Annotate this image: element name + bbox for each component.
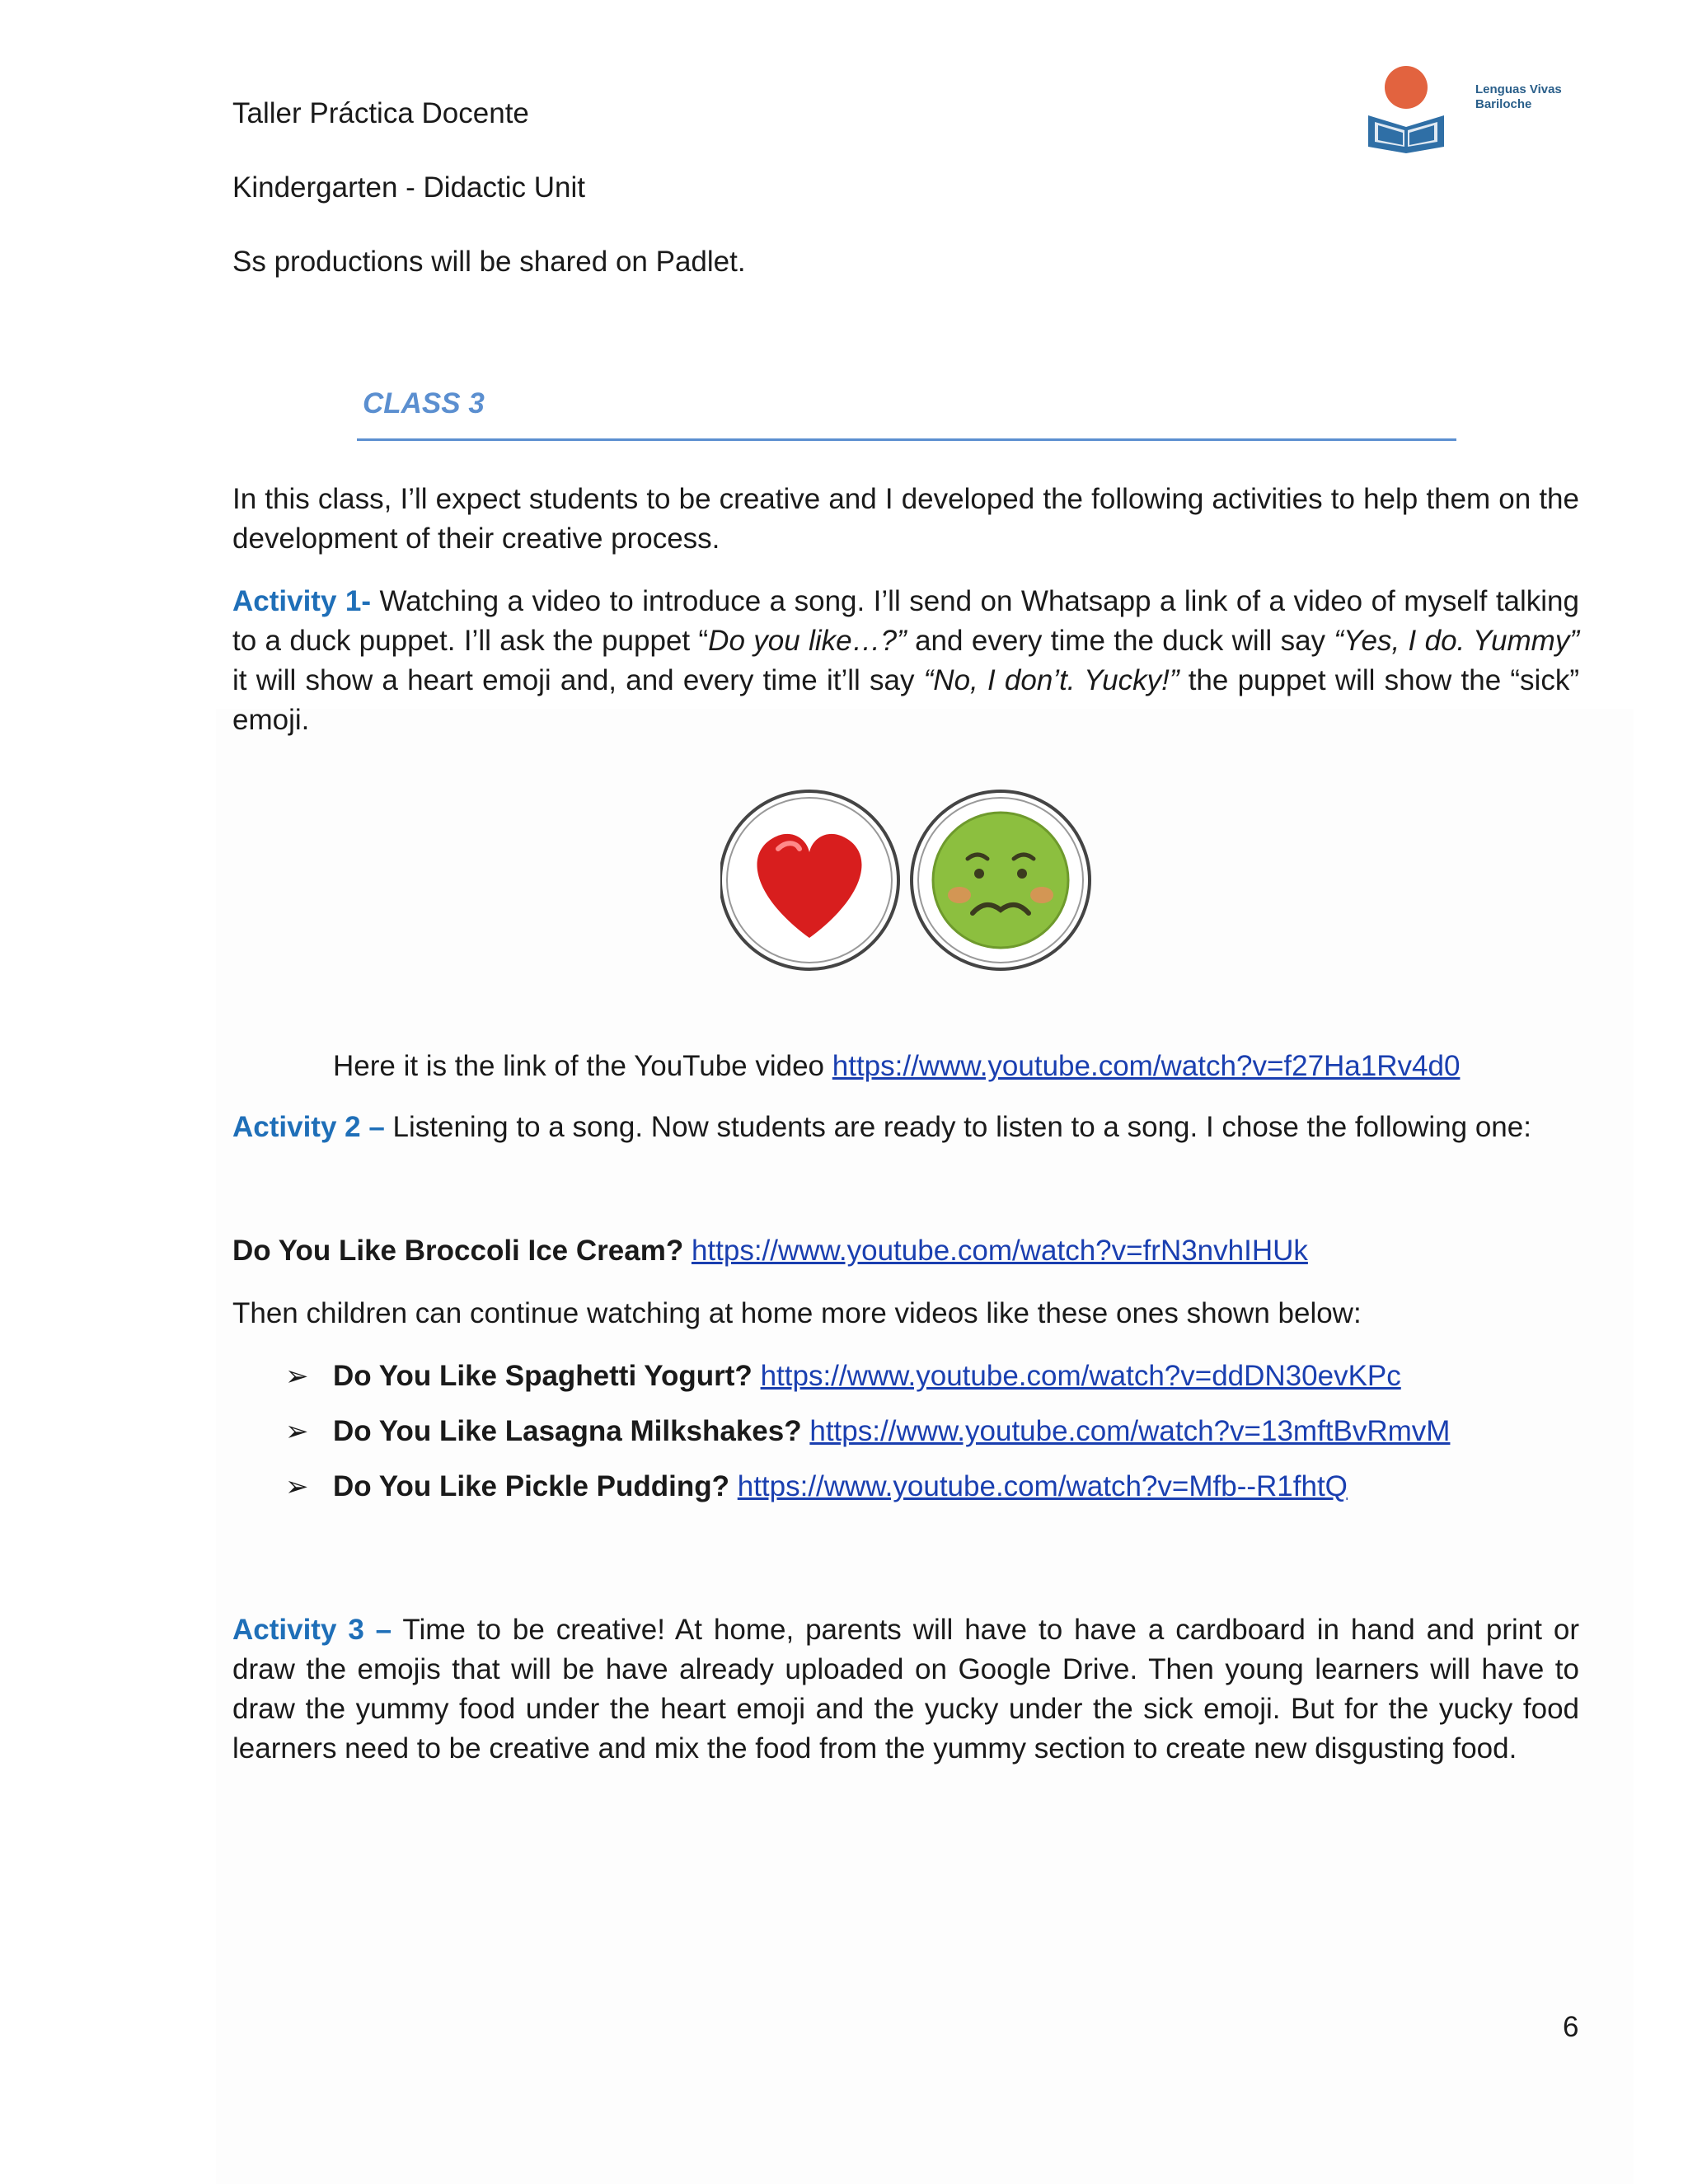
song-title: Do You Like Broccoli Ice Cream? (232, 1235, 684, 1267)
song-line (232, 1231, 1308, 1271)
video-link[interactable]: https://www.youtube.com/watch?v=Mfb--R1fhtQ (737, 1470, 1348, 1502)
youtube-video-link[interactable]: https://www.youtube.com/watch?v=f27Ha1Rv4d0 (832, 1050, 1461, 1082)
bullet-arrow-icon: ➢ (285, 1471, 309, 1502)
header-title: Taller Práctica Docente (232, 97, 529, 129)
list-item: Do You Like Lasagna Milkshakes? https://www.youtube.com/watch?v=13mftBvRmvM (333, 1415, 1451, 1447)
bullet-arrow-icon: ➢ (285, 1416, 309, 1447)
video-link[interactable]: https://www.youtube.com/watch?v=ddDN30evKPc (760, 1360, 1401, 1392)
header-subtitle: Kindergarten - Didactic Unit (232, 171, 585, 204)
activity-3-label: Activity 3 – (232, 1614, 392, 1646)
emoji-image (720, 790, 1100, 971)
heart-emoji-icon (720, 791, 898, 969)
activity-2-line: Activity 2 – Listening to a song. Now students are ready to listen to a song. I chose the following one: (232, 1111, 1531, 1143)
intro-line: Ss productions will be shared on Padlet. (232, 246, 746, 278)
class-heading: CLASS 3 (363, 387, 485, 419)
sick-emoji-icon (912, 791, 1090, 969)
video-link[interactable]: https://www.youtube.com/watch?v=13mftBvRmvM (809, 1415, 1451, 1447)
activity-3-paragraph: Activity 3 – Time to be creative! At home, parents will have to have a cardboard in hand and print or draw the emojis that will be have already uploaded on Google Drive. Then young learners will have to draw the yummy food under the heart emoji and the yucky under the sick emoji. But for the yucky food learners need to be creative and mix the food from the yummy section to create new disgusting food. (232, 1614, 1579, 1765)
page-number: 6 (1563, 2011, 1579, 2043)
heading-rule (357, 438, 1456, 441)
class-intro-paragraph: In this class, I’ll expect students to be creative and I developed the following activities to help them on the development of their creative process. (232, 483, 1579, 555)
list-item: Do You Like Spaghetti Yogurt? https://www.youtube.com/watch?v=ddDN30evKPc (333, 1360, 1401, 1392)
more-videos-intro: Then children can continue watching at home more videos like these ones shown below: (232, 1297, 1362, 1329)
list-item: Do You Like Pickle Pudding? https://www.youtube.com/watch?v=Mfb--R1fhtQ (333, 1470, 1348, 1502)
bullet-arrow-icon: ➢ (285, 1361, 309, 1392)
activity-1-paragraph: Activity 1- Watching a video to introduce a song. I’ll send on Whatsapp a link of a video of myself talking to a duck puppet. I’ll ask the puppet “Do you like…?” and every time the duck will say “Yes, I do. Yummy” it will show a heart emoji and, and every time it’ll say “No, I don’t. Yucky!” the puppet will show the “sick” emoji. (232, 585, 1579, 736)
song-link[interactable]: https://www.youtube.com/watch?v=frN3nvhIHUk (691, 1235, 1308, 1267)
activity-1-label: Activity 1- (232, 585, 372, 617)
activity-2-label: Activity 2 – (232, 1111, 385, 1143)
video-link-line: Here it is the link of the YouTube video https://www.youtube.com/watch?v=f27Ha1Rv4d0 (333, 1050, 1461, 1082)
logo-text: Lenguas Vivas Bariloche (1475, 82, 1562, 111)
